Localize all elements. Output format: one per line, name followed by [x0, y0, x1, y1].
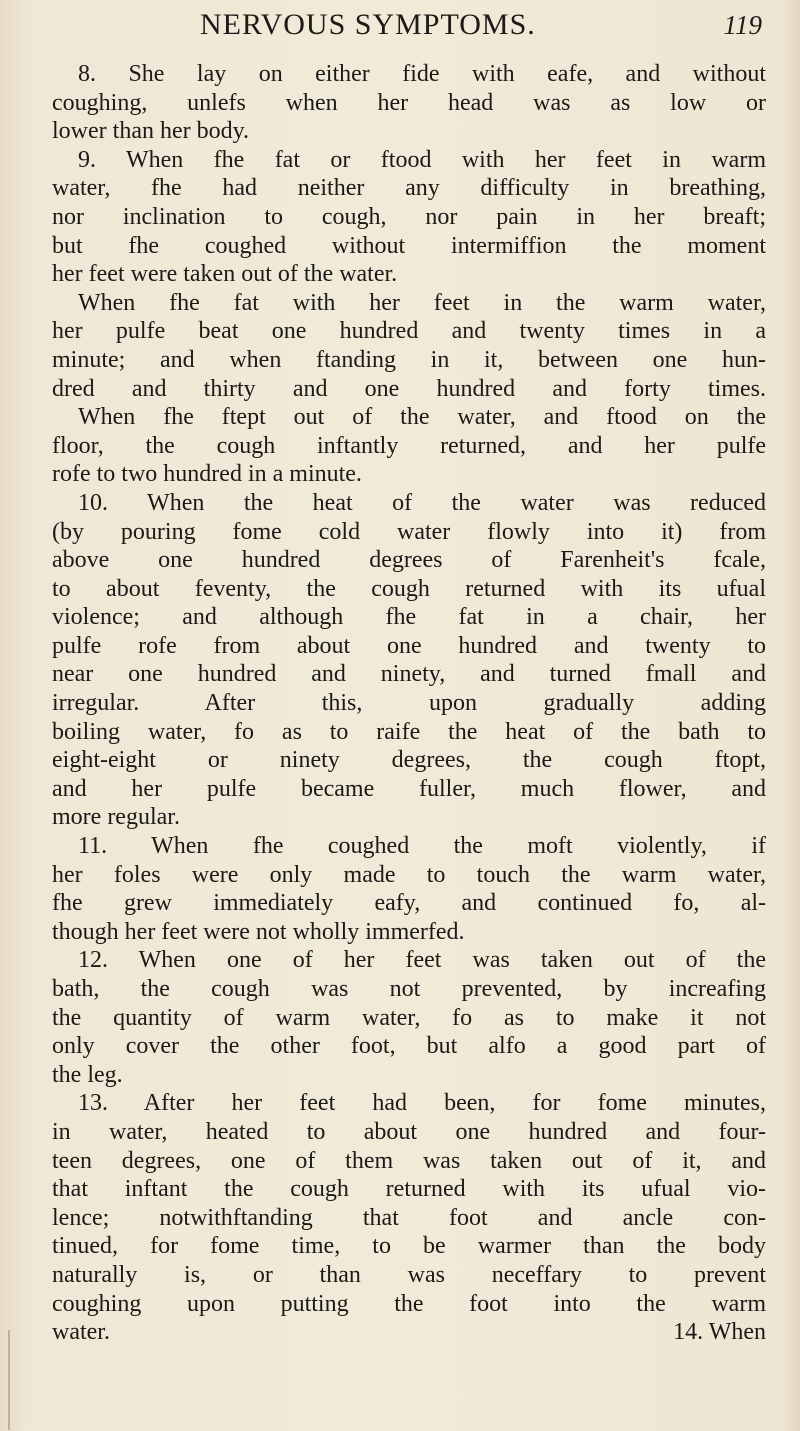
page-header — [52, 8, 762, 52]
text-line: nor inclination to cough, nor pain in her breaft; — [52, 203, 766, 230]
text-line: more regular. — [52, 804, 180, 831]
page-number: 119 — [723, 10, 762, 40]
text-line: though her feet were not wholly immerfed. — [52, 918, 465, 945]
text-line: 11. When fhe coughed the moft violently, if — [78, 833, 766, 860]
text-line: 12. When one of her feet was taken out of the — [78, 947, 766, 974]
text-line: fhe grew immediately eafy, and continued fo, al- — [52, 890, 766, 917]
text-line: boiling water, fo as to raife the heat of the bath to — [52, 718, 766, 745]
text-line: water, fhe had neither any difficulty in breathing, — [52, 175, 766, 202]
text-line: 10. When the heat of the water was reduced — [78, 489, 766, 516]
text-line: When fhe fat with her feet in the warm water, — [78, 289, 766, 316]
text-line: tinued, for fome time, to be warmer than the body — [52, 1233, 766, 1260]
text-line: lower than her body. — [52, 118, 250, 145]
text-line: minute; and when ftanding in it, between one hun- — [52, 346, 766, 373]
text-line: coughing, unlefs when her head was as low or — [52, 89, 766, 116]
text-line: only cover the other foot, but alfo a good part of — [52, 1033, 766, 1060]
final-line-text: water. — [52, 1319, 110, 1346]
text-line: teen degrees, one of them was taken out of it, and — [52, 1147, 766, 1174]
text-line: her pulfe beat one hundred and twenty times in a — [52, 318, 766, 345]
text-line: above one hundred degrees of Farenheit's fcale, — [52, 547, 766, 574]
text-line: violence; and although fhe fat in a chair, her — [52, 604, 766, 631]
catchword: 14. When — [673, 1319, 766, 1346]
text-line: rofe to two hundred in a minute. — [52, 461, 362, 488]
text-line: eight-eight or ninety degrees, the cough ftopt, — [52, 747, 766, 774]
text-line: floor, the cough inftantly returned, and her pulfe — [52, 432, 766, 459]
text-line: the quantity of warm water, fo as to make it not — [52, 1004, 766, 1031]
text-line: (by pouring fome cold water flowly into it) from — [52, 518, 766, 545]
text-line: near one hundred and ninety, and turned fmall and — [52, 661, 766, 688]
text-line: 13. After her feet had been, for fome minutes, — [78, 1090, 766, 1117]
running-head: NERVOUS SYMPTOMS. — [200, 8, 536, 41]
text-line: her feet were taken out of the water. — [52, 261, 398, 288]
text-line: bath, the cough was not prevented, by increafing — [52, 976, 766, 1002]
text-line: her foles were only made to touch the warm water, — [52, 861, 766, 888]
final-line — [52, 1318, 766, 1347]
text-line: and her pulfe became fuller, much flower, and — [52, 775, 766, 802]
text-line: When fhe ftept out of the water, and ftood on the — [78, 404, 766, 431]
text-line: the leg. — [52, 1061, 123, 1088]
text-line: lence; notwithftanding that foot and ancle con- — [52, 1204, 766, 1231]
text-line: that inftant the cough returned with its ufual vio- — [52, 1176, 766, 1203]
text-line: coughing upon putting the foot into the warm — [52, 1290, 766, 1317]
text-line: naturally is, or than was neceffary to prevent — [52, 1261, 766, 1288]
text-line: dred and thirty and one hundred and forty times. — [52, 375, 766, 402]
text-line: but fhe coughed without intermiffion the moment — [52, 232, 766, 259]
text-line: pulfe rofe from about one hundred and twenty to — [52, 632, 766, 659]
text-line: 8. She lay on either fide with eafe, and without — [78, 61, 766, 87]
page-edge-shadow — [8, 1330, 10, 1430]
text-line: irregular. After this, upon gradually adding — [52, 690, 766, 717]
body-text — [52, 60, 766, 1347]
text-line: to about feventy, the cough returned with its ufual — [52, 575, 766, 602]
text-line: in water, heated to about one hundred and four- — [52, 1118, 766, 1145]
text-line: 9. When fhe fat or ftood with her feet in warm — [78, 146, 766, 173]
